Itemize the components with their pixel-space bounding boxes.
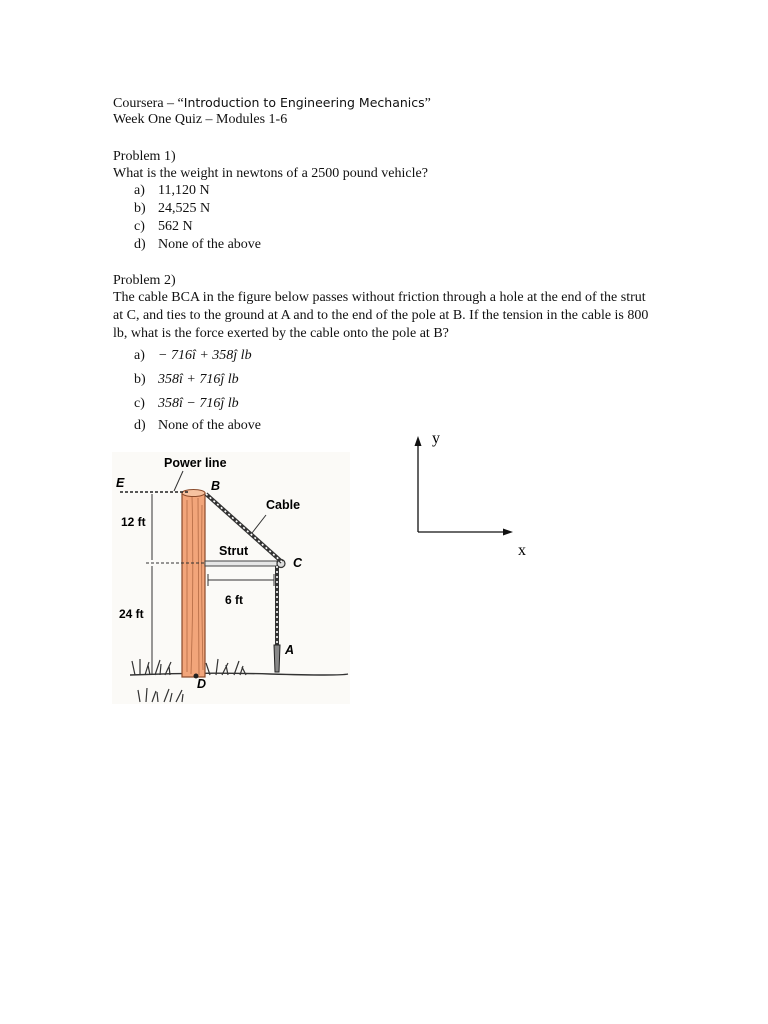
dim-6ft: 6 ft	[225, 593, 243, 607]
course-name: Introduction to Engineering Mechanics	[183, 95, 425, 110]
option-text: None of the above	[158, 237, 262, 252]
option-text: 562 N	[158, 219, 193, 234]
coordinate-axes	[415, 436, 514, 536]
course-title-suffix: ”	[424, 96, 431, 111]
pole-top	[182, 490, 205, 497]
option-label: b)	[134, 201, 146, 216]
dim-24ft: 24 ft	[119, 607, 144, 621]
x-arrow-icon	[503, 529, 513, 536]
power-line-label: Power line	[164, 456, 227, 470]
option-label: a)	[134, 183, 145, 198]
x-axis-label: x	[518, 542, 526, 559]
problem2-heading: Problem 2)	[113, 273, 176, 288]
option-text: 358î + 716ĵ lb	[158, 372, 239, 387]
option-text: 358î − 716ĵ lb	[158, 396, 239, 411]
option-label: c)	[134, 396, 145, 411]
label-e: E	[116, 476, 125, 490]
label-d: D	[197, 677, 207, 691]
ground-anchor	[274, 645, 280, 672]
option-text: − 716î + 358ĵ lb	[158, 348, 252, 363]
option-text: 11,120 N	[158, 183, 210, 198]
dim-12ft: 12 ft	[121, 515, 146, 529]
strut-label: Strut	[219, 544, 249, 558]
option-text: None of the above	[158, 418, 262, 433]
problem2-question: The cable BCA in the figure below passes without friction through a hole at the end of the strut at C, and ties to the ground at A and to the end of the pole at B. If the tension in the cable is 800 lb, what is the force exerted by the cable onto the pole at B?	[113, 290, 649, 341]
label-c: C	[293, 556, 303, 570]
y-arrow-icon	[415, 436, 422, 446]
option-label: c)	[134, 219, 145, 234]
label-a: A	[285, 643, 295, 657]
problem1-question: What is the weight in newtons of a 2500 pound vehicle?	[113, 166, 428, 181]
option-label: d)	[134, 418, 146, 433]
course-title-prefix: Coursera – “	[113, 96, 184, 111]
label-b: B	[211, 479, 221, 493]
strut	[205, 561, 277, 566]
option-label: d)	[134, 237, 146, 252]
option-text: 24,525 N	[158, 201, 211, 216]
quiz-title: Week One Quiz – Modules 1-6	[113, 112, 288, 127]
cable-label: Cable	[266, 498, 301, 512]
option-label: a)	[134, 348, 145, 363]
y-axis-label: y	[432, 430, 440, 447]
option-label: b)	[134, 372, 146, 387]
problem1-heading: Problem 1)	[113, 149, 176, 164]
